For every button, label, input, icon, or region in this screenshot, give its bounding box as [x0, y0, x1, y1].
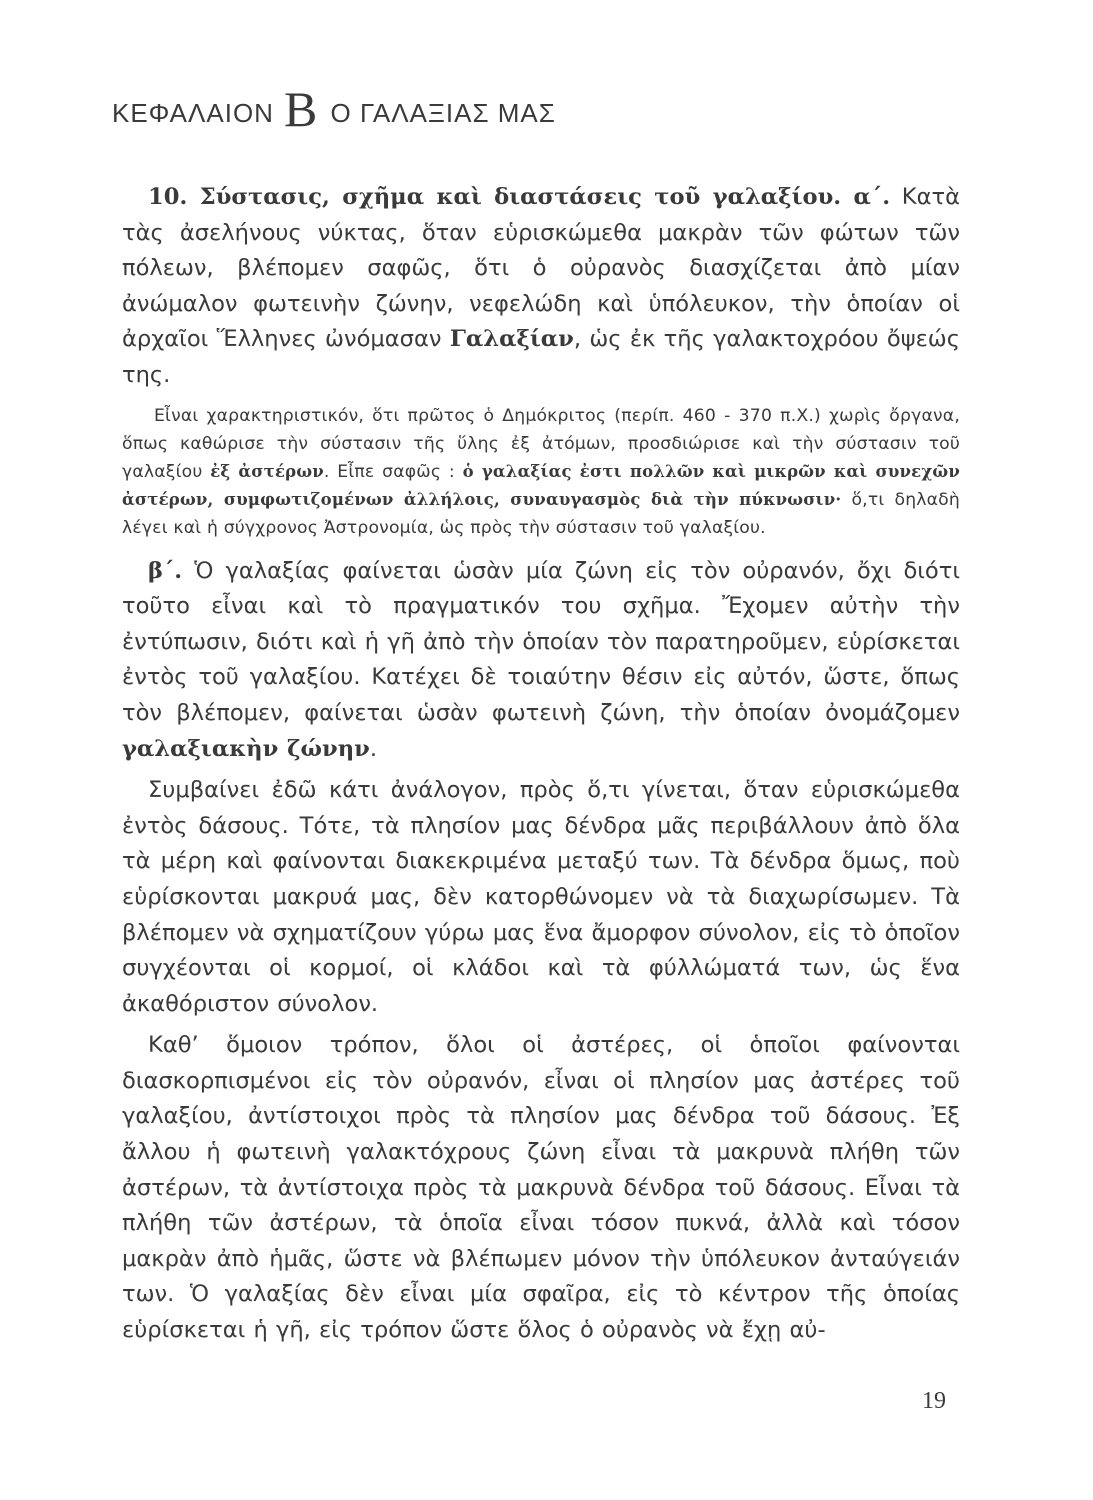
term-galactic-zone: γαλαξιακὴν ζώνην [122, 735, 370, 762]
note-quote: ὁ γαλαξίας ἐστι πολλῶν καὶ μικρῶν καὶ συνεχῶν ἀστέρων, συμφωτιζομένων ἀλλήλοις, συναυγασμὸς διὰ τὴν πύκνωσιν· [122, 461, 960, 509]
note-term: ἐξ ἀστέρων [210, 461, 324, 481]
note-text: Εἶναι χαρακτηριστικόν, ὅτι πρῶτος ὁ Δημόκριτος (περίπ. 460 - 370 π.Χ.) χωρὶς ὄργανα, ὅπως καθώρισε τὴν σύστασιν τῆς ὕλης ἐξ ἀτόμων, προσδιώρισε καὶ τὴν σύστασιν τοῦ γαλαξίου [122, 405, 960, 482]
section-heading: 10. Σύστασις, σχῆμα καὶ διαστάσεις τοῦ γαλαξίου. α΄. [148, 184, 891, 210]
forest-analogy-paragraph: Συμβαίνει ἐδῶ κάτι ἀνάλογον, πρὸς ὅ,τι γίνεται, ὅταν εὑρισκώμεθα ἐντὸς δάσους. Τότε, τὰ πλησίον μας δένδρα μᾶς περιβάλλουν ἀπὸ ὅλα τὰ μέρη καὶ φαίνονται διακεκριμένα μεταξύ των. Τὰ δένδρα ὅμως, ποὺ εὑρίσκονται μακρυά μας, δὲν κατορθώνομεν νὰ τὰ διαχωρίσωμεν. Τὰ βλέπομεν νὰ σχηματίζουν γύρω μας ἕνα ἄμορφον σύνολον, εἰς τὸ ὁποῖον συγχέονται οἱ κορμοί, οἱ κλάδοι καὶ τὰ φύλλώματά των, ὡς ἕνα ἀκαθόριστον σύνολον. [122, 777, 960, 1017]
subsection-text-end: . [369, 735, 377, 762]
subsection-text: Ὁ γαλαξίας φαίνεται ὡσὰν μία ζώνη εἰς τὸν οὐρανόν, ὄχι διότι τοῦτο εἶναι καὶ τὸ πραγματικόν του σχῆμα. Ἔχομεν αὐτὴν τὴν ἐντύπωσιν, διότι καὶ ἡ γῆ ἀπὸ τὴν ὁποίαν τὸν παρατηροῦμεν, εὑρίσκεται ἐντὸς τοῦ γαλαξίου. Κατέχει δὲ τοιαύτην θέσιν εἰς αὐτόν, ὥστε, ὅπως τὸν βλέπομεν, φαίνεται ὡσὰν φωτεινὴ ζώνη, τὴν ὁποίαν ὀνομάζομεν [122, 557, 960, 726]
democritus-note [122, 402, 960, 542]
section-b-paragraph [122, 554, 960, 768]
chapter-title: Ο ΓΑΛΑΞΙΑΣ ΜΑΣ [330, 98, 556, 128]
chapter-letter: Β [283, 81, 319, 137]
section-text-end: , ὡς ἐκ τῆς γαλακτοχρόου ὄψεώς της. [122, 326, 960, 388]
note-text-end: ὅ,τι δηλαδὴ λέγει καὶ ἡ σύγχρονος Ἀστρονομία, ὡς πρὸς τὴν σύστασιν τοῦ γαλαξίου. [122, 489, 960, 538]
subsection-label: β΄. [148, 557, 183, 584]
page-number: 19 [922, 1388, 946, 1414]
section-text: Κατὰ τὰς ἀσελήνους νύκτας, ὅταν εὑρισκώμεθα μακρὰν τῶν φώτων τῶν πόλεων, βλέπομεν σαφῶς, ὅτι ὁ οὐρανὸς διασχίζεται ἀπὸ μίαν ἀνώμαλον φωτεινὴν ζώνην, νεφελώδη καὶ ὑπόλευκον, τὴν ὁποίαν οἱ ἀρχαῖοι Ἕλληνες ὠνόμασαν [122, 184, 961, 353]
term-galaxias: Γαλαξίαν [449, 326, 574, 353]
section-10-paragraph [122, 180, 960, 394]
note-text-mid: . Εἶπε σαφῶς : [323, 461, 463, 482]
chapter-label: ΚΕΦΑΛΑΙΟΝ [112, 98, 274, 128]
body-text [122, 180, 960, 1349]
stars-paragraph: Καθ’ ὅμοιον τρόπον, ὅλοι οἱ ἀστέρες, οἱ ὁποῖοι φαίνονται διασκορπισμένοι εἰς τὸν οὐρανόν, εἶναι οἱ πλησίον μας ἀστέρες τοῦ γαλαξίου, ἀντίστοιχοι πρὸς τὰ πλησίον μας δένδρα τοῦ δάσους. Ἐξ ἄλλου ἡ φωτεινὴ γαλακτόχρους ζώνη εἶναι τὰ μακρυνὰ πλήθη τῶν ἀστέρων, τὰ ἀντίστοιχα πρὸς τὰ μακρυνὰ δένδρα τοῦ δάσους. Εἶναι τὰ πλήθη τῶν ἀστέρων, τὰ ὁποῖα εἶναι τόσον πυκνά, ἀλλὰ καὶ τόσον μακρὰν ἀπὸ ἡμᾶς, ὥστε νὰ βλέπωμεν μόνον τὴν ὑπόλευκον ἀνταύγειάν των. Ὁ γαλαξίας δὲν εἶναι μία σφαῖρα, εἰς τὸ κέντρον τῆς ὁποίας εὑρίσκεται ἡ γῆ, εἰς τρόπον ὥστε ὅλος ὁ οὐρανὸς νὰ ἔχῃ αὐ- [122, 1032, 960, 1344]
chapter-header [112, 80, 556, 138]
